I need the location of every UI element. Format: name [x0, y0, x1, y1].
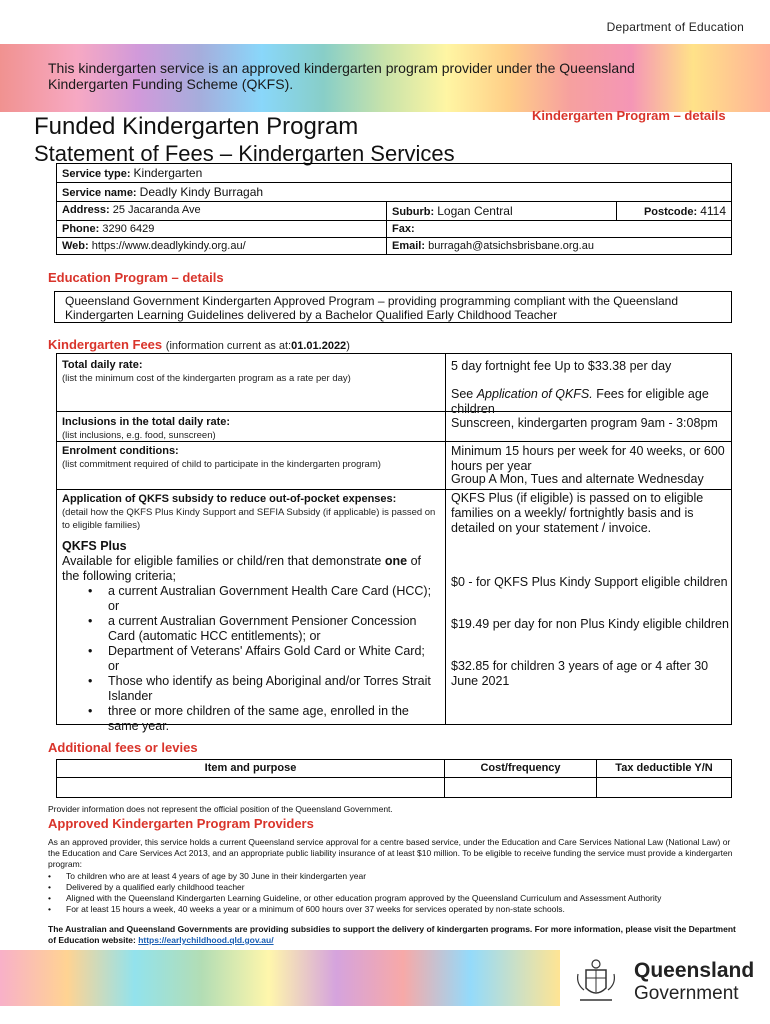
daily-rate-note — [451, 387, 729, 417]
service-name-cell — [57, 183, 732, 202]
qkfs-plus-block — [62, 539, 434, 734]
fees-divider-3 — [57, 489, 445, 490]
fees-info-prefix: (information current as at: — [165, 340, 292, 352]
qkfs-plus-heading: QKFS Plus — [62, 539, 127, 553]
education-website-link[interactable]: https://earlychildhood.qld.gov.au/ — [138, 935, 274, 945]
address-value: 25 Jacaranda Ave — [112, 204, 201, 216]
inclusions-sub: (list inclusions, e.g. food, sunscreen) — [62, 430, 216, 441]
address-label: Address: — [62, 204, 110, 216]
fees-divider-vertical — [445, 354, 446, 724]
column-header-tax: Tax deductible Y/N — [597, 760, 732, 778]
web-value[interactable]: https://www.deadlykindy.org.au/ — [91, 240, 246, 252]
fax-label: Fax: — [392, 223, 415, 235]
footer-banner — [0, 950, 560, 1006]
criteria-item: • a current Australian Government Health Care Card (HCC); or — [88, 584, 434, 614]
qkfs-plus-intro-1: Available for eligible families or child/ren that demonstrate — [62, 554, 385, 568]
requirement-item: • For at least 15 hours a week, 40 weeks a year or a minimum of 600 hours over 37 weeks for services operated by non-state schools. — [48, 904, 748, 915]
web-label: Web: — [62, 240, 89, 252]
suburb-value: Logan Central — [437, 204, 513, 218]
email-value[interactable]: burragah@atsichsbrisbane.org.au — [428, 240, 594, 252]
coat-of-arms-icon — [574, 956, 618, 1008]
fees-info-suffix: ) — [346, 340, 350, 352]
providers-heading: Approved Kindergarten Program Providers — [48, 816, 314, 831]
providers-paragraph: As an approved provider, this service holds a current Queensland service approval for a centre based service, under the Education and Care Services National Law (National Law) or the Education and Care Services Act 2013, and an appropriate public liability insurance of at least $10 million. To be eligible to receive funding the service must provide a kindergarten program: — [48, 837, 733, 869]
qkfs-title: Application of QKFS subsidy to reduce out-of-pocket expenses: — [62, 493, 397, 505]
service-name-value: Deadly Kindy Burragah — [139, 185, 264, 199]
department-label: Department of Education — [606, 20, 744, 34]
requirement-item: • Delivered by a qualified early childhood teacher — [48, 882, 748, 893]
education-text-box: Queensland Government Kindergarten Approved Program – providing programming compliant with the Queensland Kindergarten Learning Guidelines delivered by a Bachelor Qualified Early Childhood Teacher — [54, 291, 732, 323]
fees-divider-1 — [57, 411, 445, 412]
qkfs-plus-intro-2: of the following criteria; — [62, 554, 421, 583]
daily-rate-label-block — [62, 359, 440, 385]
daily-rate-sub: (list the minimum cost of the kindergarten program as a rate per day) — [62, 373, 351, 384]
empty-cell — [445, 778, 597, 798]
enrolment-title: Enrolment conditions: — [62, 445, 179, 457]
rate-3: $32.85 for children 3 years of age or 4 after 30 June 2021 — [451, 659, 709, 688]
inclusions-value: Sunscreen, kindergarten program 9am - 3:08pm — [451, 416, 718, 430]
qkfs-criteria-list — [88, 584, 434, 734]
criteria-item: • Department of Veterans' Affairs Gold Card or White Card; or — [88, 644, 434, 674]
address-cell — [57, 202, 387, 221]
fax-cell — [387, 221, 732, 238]
additional-fees-table — [56, 759, 732, 798]
rate-2: $19.49 per day for non Plus Kindy eligible children — [451, 617, 729, 631]
empty-cell — [57, 778, 445, 798]
enrolment-sub: (list commitment required of child to participate in the kindergarten program) — [62, 459, 381, 470]
web-cell — [57, 238, 387, 255]
empty-cell — [597, 778, 732, 798]
requirement-item: • Aligned with the Queensland Kindergarten Learning Guideline, or other education program approved by the Queensland Curriculum and Assessment Authority — [48, 893, 748, 904]
closing-text: The Australian and Queensland Governments are providing subsidies to support the delivery of kindergarten programs. For more information, please visit the Department of Education website: — [48, 924, 736, 945]
suburb-label: Suburb: — [392, 206, 435, 218]
postcode-cell — [617, 202, 732, 221]
suburb-cell — [387, 202, 617, 221]
criteria-item: • Those who identify as being Aboriginal and/or Torres Strait Islander — [88, 674, 434, 704]
logo-line-queensland: Queensland — [634, 959, 755, 982]
daily-rate-title: Total daily rate: — [62, 359, 143, 371]
queensland-government-logo — [574, 952, 754, 1012]
additional-fees-heading: Additional fees or levies — [48, 740, 198, 755]
service-type-value: Kindergarten — [133, 166, 203, 180]
page-subtitle: Statement of Fees – Kindergarten Services — [34, 141, 455, 166]
qkfs-plus-intro-bold: one — [384, 554, 408, 568]
phone-cell — [57, 221, 387, 238]
logo-line-government: Government — [634, 983, 739, 1004]
inclusions-title: Inclusions in the total daily rate: — [62, 416, 231, 428]
phone-value: 3290 6429 — [102, 223, 155, 235]
criteria-item: • a current Australian Government Pensioner Concession Card (automatic HCC entitlements); or — [88, 614, 434, 644]
provider-disclaimer: Provider information does not represent the official position of the Queensland Government. — [48, 804, 393, 814]
postcode-value: 4114 — [700, 204, 726, 218]
postcode-label: Postcode: — [643, 206, 698, 218]
program-details-heading: Kindergarten Program – details — [532, 108, 726, 123]
banner-text: This kindergarten service is an approved kindergarten program provider under the Queensland Kindergarten Funding Scheme (QKFS). — [48, 60, 635, 92]
daily-rate-value: 5 day fortnight fee Up to $33.38 per day — [451, 359, 672, 373]
fees-info-date: 01.01.2022 — [291, 340, 347, 352]
providers-closing — [48, 924, 738, 946]
service-name-label: Service name: — [62, 187, 137, 199]
page-title: Funded Kindergarten Program — [34, 113, 359, 140]
qkfs-plus-intro — [62, 554, 434, 584]
service-type-label: Service type: — [62, 168, 131, 180]
criteria-item: • three or more children of the same age, enrolled in the same year. — [88, 704, 434, 734]
fees-divider-2r — [445, 441, 731, 442]
column-header-item: Item and purpose — [57, 760, 445, 778]
requirement-item: • To children who are at least 4 years of age by 30 June in their kindergarten year — [48, 871, 748, 882]
fees-heading — [48, 337, 350, 352]
email-cell — [387, 238, 732, 255]
enrolment-label-block — [62, 445, 440, 471]
daily-rate-note-text: See Application of QKFS. Fees for eligible age children — [451, 387, 709, 416]
enrolment-value-1: Minimum 15 hours per week for 40 weeks, or 600 hours per year — [451, 444, 725, 473]
qkfs-sub: (detail how the QKFS Plus Kindy Support and SEFIA Subsidy (if applicable) is passed on to eligible families) — [62, 507, 436, 531]
phone-label: Phone: — [62, 223, 100, 235]
service-type-cell — [57, 164, 732, 183]
education-heading: Education Program – details — [48, 270, 224, 285]
inclusions-label-block — [62, 416, 440, 442]
fees-heading-title: Kindergarten Fees — [48, 337, 163, 352]
fees-divider-3r — [445, 489, 731, 490]
providers-requirements-list — [48, 871, 748, 915]
service-details-table — [56, 163, 732, 255]
enrolment-value-2: Group A Mon, Tues and alternate Wednesday — [451, 472, 704, 486]
column-header-cost: Cost/frequency — [445, 760, 597, 778]
qkfs-value: QKFS Plus (if eligible) is passed on to eligible families on a weekly/ fortnightly basis and is detailed on your statement / invoice. — [451, 491, 704, 535]
email-label: Email: — [392, 240, 426, 252]
rate-1: $0 - for QKFS Plus Kindy Support eligible children — [451, 575, 728, 589]
qkfs-label-block — [62, 493, 440, 532]
